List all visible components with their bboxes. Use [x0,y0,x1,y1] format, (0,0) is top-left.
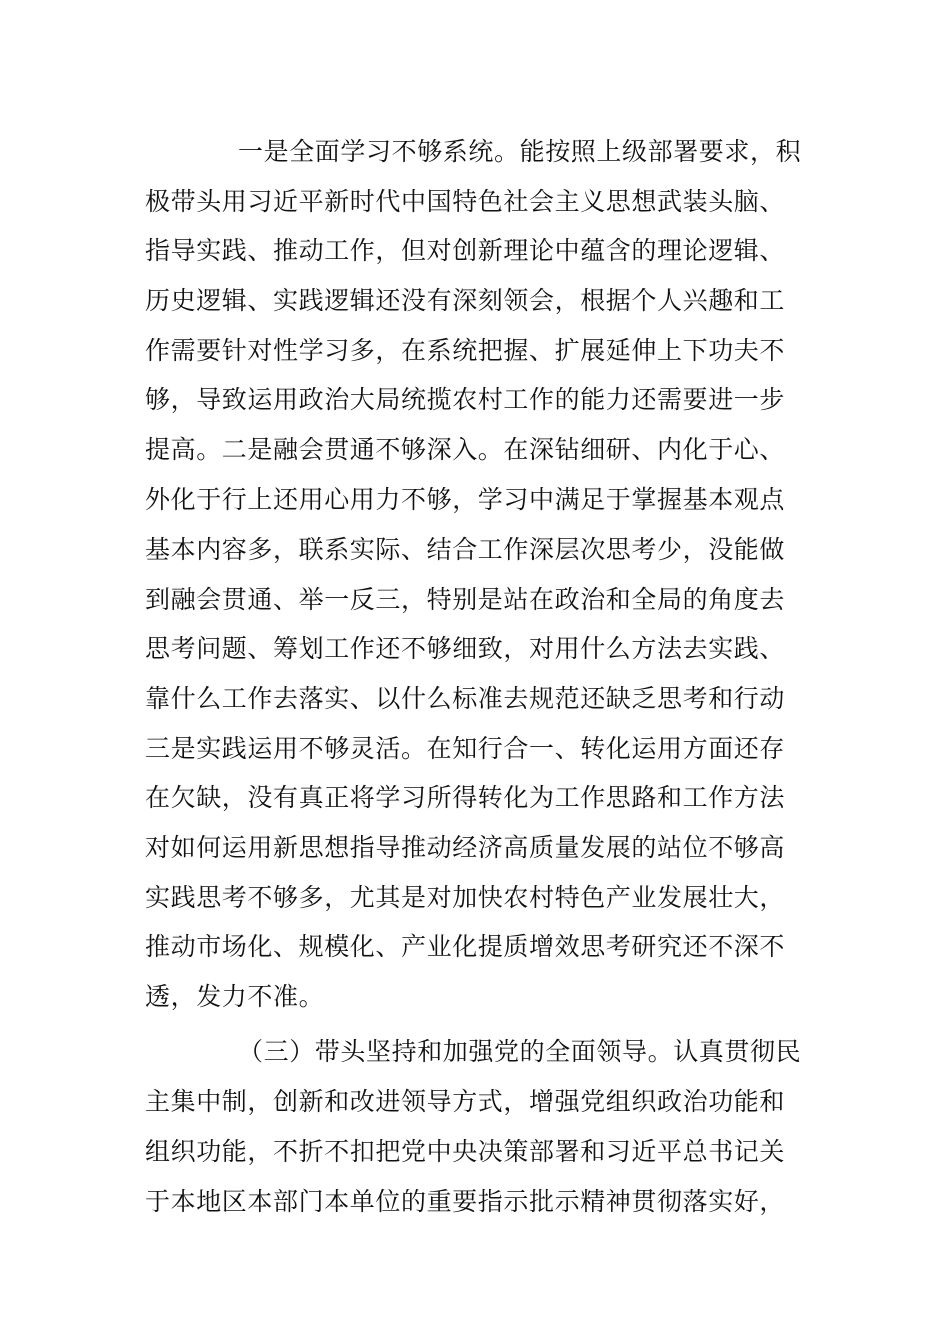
text-line: 外化于行上还用心用力不够，学习中满足于掌握基本观点 [145,485,786,514]
text-line: 靠什么工作去落实、以什么标准去规范还缺乏思考和行动 [145,684,786,713]
text-line: 主集中制，创新和改进领导方式，增强党组织政治功能和 [145,1087,786,1116]
text-line: 在欠缺，没有真正将学习所得转化为工作思路和工作方法 [145,783,786,812]
text-line: 组织功能，不折不扣把党中央决策部署和习近平总书记关 [145,1137,786,1166]
text-line: 提高。二是融会贯通不够深入。在深钻细研、内化于心、 [145,435,786,464]
text-line: 指导实践、推动工作，但对创新理论中蕴含的理论逻辑、 [145,236,786,265]
text-line: 推动市场化、规模化、产业化提质增效思考研究还不深不 [145,932,786,961]
text-line: 基本内容多，联系实际、结合工作深层次思考少，没能做 [145,535,786,564]
text-line: 到融会贯通、举一反三，特别是站在政治和全局的角度去 [145,585,786,614]
text-line: 历史逻辑、实践逻辑还没有深刻领会，根据个人兴趣和工 [145,286,786,315]
text-line: 够，导致运用政治大局统揽农村工作的能力还需要进一步 [145,385,786,414]
text-line: 透，发力不准。 [145,982,325,1011]
text-line: 思考问题、筹划工作还不够细致，对用什么方法去实践、 [145,634,786,663]
text-line: 一是全面学习不够系统。能按照上级部署要求，积 [238,137,802,166]
text-line: 对如何运用新思想指导推动经济高质量发展的站位不够高 [145,833,786,862]
text-line: 实践思考不够多，尤其是对加快农村特色产业发展壮大， [145,883,786,912]
text-line: 极带头用习近平新时代中国特色社会主义思想武装头脑、 [145,187,786,216]
text-line: 三是实践运用不够灵活。在知行合一、转化运用方面还存 [145,734,786,763]
section-heading-line: （三）带头坚持和加强党的全面领导。认真贯彻民 [238,1037,802,1066]
text-line: 于本地区本部门本单位的重要指示批示精神贯彻落实好， [145,1187,786,1216]
text-line: 作需要针对性学习多，在系统把握、扩展延伸上下功夫不 [145,336,786,365]
